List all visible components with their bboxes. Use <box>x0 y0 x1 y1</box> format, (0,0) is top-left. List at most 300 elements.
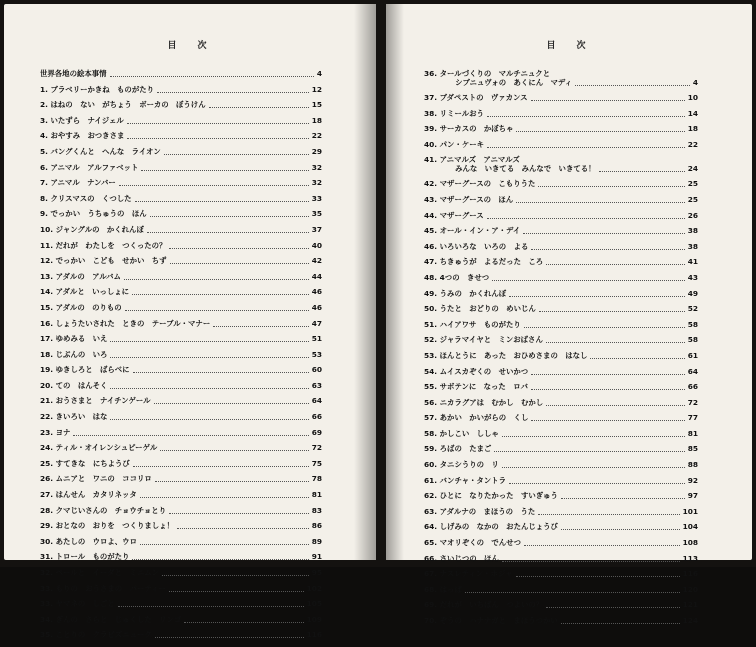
toc-entry-title-line: 43. マザーグースの ほん <box>424 194 514 204</box>
leader-dots <box>502 430 685 437</box>
toc-entry-title <box>424 601 543 610</box>
page-number: 64 <box>687 366 698 376</box>
page-number: 86 <box>311 521 322 531</box>
toc-entry <box>40 273 322 289</box>
page-number: 69 <box>311 427 322 437</box>
toc-entry-title <box>424 508 535 517</box>
toc-entry-title-line: 55. サボテンに なった ロバ <box>424 382 528 392</box>
toc-entry <box>424 492 698 508</box>
page-number: 51 <box>311 334 322 344</box>
page-number: 18 <box>687 124 698 134</box>
toc-entry <box>40 444 322 460</box>
toc-entry-title <box>424 399 543 408</box>
toc-entry <box>424 430 698 446</box>
toc-entry-title <box>424 243 528 252</box>
page-number: 78 <box>311 474 322 484</box>
leader-dots <box>155 631 304 638</box>
toc-entry <box>40 101 322 117</box>
leader-dots <box>169 585 304 592</box>
leader-dots <box>160 444 308 451</box>
page-number: 72 <box>311 443 322 453</box>
page-number: 124 <box>682 616 698 625</box>
toc-entry <box>424 321 698 337</box>
leader-dots <box>73 429 308 436</box>
toc-entry-title-line: 38. リミールおう <box>424 108 484 118</box>
leader-dots <box>599 165 685 172</box>
toc-entry-title-line: 34. ぎんの さらと じゅくした リンゴ <box>40 614 182 624</box>
leader-dots <box>531 414 684 421</box>
toc-entry <box>424 539 698 555</box>
toc-entry-title-line: 68. はっぱ <box>424 584 462 594</box>
toc-entry-title-line: 62. ひとに なりたかった すいぎゅう <box>424 491 558 501</box>
page-number: 41 <box>687 257 698 267</box>
leader-dots <box>575 79 690 86</box>
leader-dots <box>170 257 309 264</box>
page-number: 116 <box>682 569 698 579</box>
toc-entry <box>424 141 698 157</box>
toc-entry <box>40 86 322 102</box>
page-number: 58 <box>687 319 698 329</box>
toc-entry-title <box>40 335 107 344</box>
leader-dots <box>140 491 309 498</box>
toc-entry <box>424 555 698 571</box>
toc-entry-title-line: 9. でっかい うちゅうの ほん <box>40 209 147 219</box>
toc-entry-title-line: 54. ムイスカぞくの せいかつ <box>424 366 529 376</box>
toc-entry-title <box>40 273 121 282</box>
leader-dots <box>509 290 685 297</box>
toc-entry-title <box>40 210 147 219</box>
toc-entry <box>40 585 322 601</box>
toc-entry <box>40 164 322 180</box>
toc-entry <box>424 94 698 110</box>
toc-entry <box>40 179 322 195</box>
leader-dots <box>492 274 685 281</box>
page-number: 105 <box>306 599 322 609</box>
toc-entry <box>40 475 322 491</box>
toc-entry-title <box>40 382 107 391</box>
toc-entry-title <box>424 70 572 87</box>
toc-entry-title <box>424 445 491 454</box>
page-number: 35 <box>311 209 322 219</box>
toc-entry <box>40 288 322 304</box>
toc-entry-title <box>40 351 107 360</box>
toc-entry-title-line: 52. ジャラマイヤと ミンおばさん <box>424 335 543 345</box>
toc-entry-title-line: 51. ハイアワサ ものがたり <box>424 319 521 329</box>
toc-entry-title <box>424 617 558 626</box>
toc-entry <box>424 227 698 243</box>
toc-entry <box>40 553 322 569</box>
toc-entry-title <box>40 444 157 453</box>
page-number: 121 <box>682 600 698 610</box>
page-number: 97 <box>687 491 698 501</box>
toc-entry-title-line: 47. ちきゅうが よるだった ころ <box>424 257 544 267</box>
toc-entry-title-line: 67. ナスレティン・ホジャ <box>424 569 513 579</box>
page-number: 66 <box>311 412 322 422</box>
toc-entry-title <box>40 429 70 438</box>
leader-dots <box>184 616 303 623</box>
page-number: 29 <box>311 146 322 156</box>
toc-entry <box>424 70 698 94</box>
leader-dots <box>546 601 679 608</box>
leader-dots <box>127 117 309 124</box>
toc-entry-title <box>40 616 181 625</box>
toc-entry <box>424 258 698 274</box>
leader-dots <box>169 242 308 249</box>
toc-entry-title <box>424 414 528 423</box>
toc-entry <box>424 125 698 141</box>
toc-entry-title-line: 35. ことりの クラビズニューク <box>40 630 152 640</box>
toc-list <box>424 70 698 633</box>
toc-entry <box>40 397 322 413</box>
leader-dots <box>531 383 685 390</box>
toc-entry-title <box>40 507 166 516</box>
leader-dots <box>523 227 684 234</box>
leader-dots <box>141 164 308 171</box>
leader-dots <box>118 600 304 607</box>
leader-dots <box>516 196 685 203</box>
toc-entry-title-line: 13. アダルの アルバム <box>40 271 121 281</box>
toc-entry-title <box>424 336 543 345</box>
toc-entry <box>40 148 322 164</box>
toc-entry-title-line: 15. アダルの のりもの <box>40 302 122 312</box>
toc-entry-title-line: 33. もりの おうさまの パーティー <box>40 583 166 593</box>
page-number: 53 <box>311 349 322 359</box>
toc-entry-title-line: 65. マオリぞくの でんせつ <box>424 538 521 548</box>
toc-entry-title-line: 48. 4つの きせつ <box>424 272 490 282</box>
page-number: 22 <box>687 139 698 149</box>
toc-entry-title-line: 44. マザーグース <box>424 210 484 220</box>
leader-dots <box>177 522 309 529</box>
toc-entry-title <box>40 195 132 204</box>
leader-dots <box>133 460 309 467</box>
page-number: 4 <box>692 77 698 87</box>
leader-dots <box>169 507 309 514</box>
leader-dots <box>132 553 308 560</box>
leader-dots <box>487 141 685 148</box>
toc-entry-title-line: 21. おうさまと ナイチンゲール <box>40 396 151 406</box>
page-number: 44 <box>311 271 322 281</box>
leader-dots <box>546 336 685 343</box>
toc-entry-title <box>40 585 166 594</box>
toc-entry-title-line: 42. マザーグースの こもりうた <box>424 179 536 189</box>
leader-dots <box>531 368 685 375</box>
toc-entry-title <box>424 492 558 501</box>
page-number: 89 <box>311 536 322 546</box>
page-number: 102 <box>306 583 322 593</box>
toc-entry-title-line: みんな いきてる みんなで いきてる！ <box>455 163 596 173</box>
toc-entry-title-line: 33. ヤマネの しごと <box>40 599 115 609</box>
page-number: 24 <box>687 163 698 173</box>
toc-entry-title-line: 58. かしこい ししゃ <box>424 428 499 438</box>
leader-dots <box>110 351 308 358</box>
toc-entry-title <box>40 413 107 422</box>
toc-entry <box>40 117 322 133</box>
toc-entry-title <box>424 274 489 283</box>
toc-entry-title <box>40 460 130 469</box>
toc-entry-title-line: 7. アニマル ナンバー <box>40 178 116 188</box>
page-number: 37 <box>311 224 322 234</box>
toc-entry-title-line: 20. ての はんそく <box>40 380 108 390</box>
left-page <box>4 4 376 640</box>
leader-dots <box>125 304 309 311</box>
leader-dots <box>516 570 680 577</box>
toc-entry-title-line: 10. ジャングルの かくれんぼ <box>40 224 144 234</box>
toc-entry-title-line: 60. タニシうりの リ <box>424 460 499 470</box>
toc-entry-title-line: 世界各地の絵本事情 <box>40 69 107 78</box>
toc-entry-title-line: 45. オール・イン・ア・デイ <box>424 226 521 236</box>
toc-entry-title <box>40 397 151 406</box>
toc-entry <box>40 413 322 429</box>
leader-dots <box>494 445 684 452</box>
toc-entry-title-line: 64. しげみの なかの おたんじょうび <box>424 522 558 532</box>
leader-dots <box>516 125 684 132</box>
leader-dots <box>524 321 685 328</box>
toc-entry <box>40 631 322 647</box>
toc-entry-title <box>40 366 130 375</box>
toc-entry <box>424 352 698 368</box>
toc-entry-title <box>40 148 161 157</box>
page-number: 91 <box>311 552 322 562</box>
toc-entry <box>424 368 698 384</box>
toc-entry <box>424 305 698 321</box>
page-number: 83 <box>311 505 322 515</box>
toc-entry <box>424 477 698 493</box>
page-number: 72 <box>687 397 698 407</box>
leader-dots <box>487 110 685 117</box>
toc-entry-title <box>424 321 521 330</box>
toc-entry-title-line: 32. ペールと イーダと ミニムン <box>40 568 159 577</box>
toc-entry-title-line: 46. いろいろな いろの よる <box>424 241 529 251</box>
leader-dots <box>538 180 684 187</box>
leader-dots <box>209 101 309 108</box>
leader-dots <box>155 475 309 482</box>
toc-entry <box>424 243 698 259</box>
toc-entry-title <box>40 491 137 500</box>
page-number: 26 <box>687 210 698 220</box>
toc-entry-title <box>424 368 528 377</box>
page-number: 85 <box>687 444 698 454</box>
toc-entry-title <box>40 164 138 173</box>
leader-dots <box>135 195 309 202</box>
toc-entry <box>40 257 322 273</box>
toc-entry-title-line: 16. しょうたいされた ときの テーブル・マナー <box>40 318 211 328</box>
toc-entry-title-line: シブニュヴォの あくにん マディ <box>455 77 573 87</box>
toc-entry-title <box>424 141 484 150</box>
page-number: 14 <box>687 108 698 118</box>
toc-entry <box>424 156 698 180</box>
leader-dots <box>110 413 308 420</box>
toc-entry-title-line: 14. アダルと いっしょに <box>40 287 130 297</box>
toc-entry-title <box>40 320 210 329</box>
toc-entry-title <box>424 227 520 236</box>
leader-dots <box>538 508 679 515</box>
toc-entry-title <box>424 477 506 486</box>
toc-entry-title <box>424 290 506 299</box>
leader-dots <box>213 320 308 327</box>
toc-entry-title-line: 37. ブダペストの ヴァカンス <box>424 93 528 102</box>
toc-entry <box>40 320 322 336</box>
toc-entry <box>40 195 322 211</box>
page-number: 61 <box>687 350 698 360</box>
toc-entry <box>424 180 698 196</box>
toc-entry-title-line: 40. パン・ケーキ <box>424 139 485 149</box>
page-number: 47 <box>311 318 322 328</box>
leader-dots <box>561 617 680 624</box>
toc-entry-title <box>40 70 107 79</box>
leader-dots <box>133 366 309 373</box>
page-number: 38 <box>687 226 698 236</box>
toc-entry-title-line: 30. あたしの ウロよ、ウロ <box>40 536 137 546</box>
leader-dots <box>502 555 680 562</box>
toc-entry-title <box>424 555 499 564</box>
toc-entry-title-line: 22. きいろい はな <box>40 412 108 422</box>
page-number: 42 <box>311 256 322 266</box>
toc-entry-title-line: 31. トロール ものがたり <box>40 552 130 562</box>
toc-entry-title-line: 11. だれが わたしを つくったの？ <box>40 240 167 250</box>
leader-dots <box>157 86 309 93</box>
toc-entry-title-line: 36. タールづくりの マルチニュクと <box>424 69 551 78</box>
toc-entry-title <box>424 461 499 470</box>
toc-entry-title <box>40 288 129 297</box>
toc-entry-title-line: 2. はねの ない がちょう ボーカの ぼうけん <box>40 100 206 110</box>
page-number: 52 <box>687 304 698 314</box>
toc-entry <box>424 274 698 290</box>
toc-entry-title-line: 50. うたと おどりの めいじん <box>424 304 536 314</box>
toc-entry <box>40 491 322 507</box>
page-number: 64 <box>311 396 322 406</box>
toc-entry <box>40 507 322 523</box>
page-number: 46 <box>311 302 322 312</box>
toc-entry <box>40 460 322 476</box>
toc-entry <box>40 569 322 585</box>
page-number: 10 <box>687 93 698 102</box>
toc-entry-title <box>424 523 558 532</box>
toc-entry <box>424 110 698 126</box>
page-number: 109 <box>306 614 322 624</box>
toc-entry <box>424 383 698 399</box>
toc-entry <box>424 523 698 539</box>
page-number: 101 <box>682 506 698 516</box>
toc-entry-title <box>40 242 166 251</box>
toc-entry <box>40 226 322 242</box>
leader-dots <box>502 461 685 468</box>
toc-entry <box>40 538 322 554</box>
page-number: 4 <box>316 69 322 78</box>
toc-entry-title-line: 59. ろばの たまご <box>424 444 492 454</box>
leader-dots <box>119 179 309 186</box>
toc-entry-title-line: 19. ゆきしろと ばらべに <box>40 365 130 375</box>
toc-entry-title <box>424 212 484 221</box>
toc-entry-title-line: 29. おとなの おりを つくりましょ！ <box>40 521 174 531</box>
page-number: 32 <box>311 178 322 188</box>
page-number: 46 <box>311 287 322 297</box>
leader-dots <box>147 226 309 233</box>
toc-entry-title-line: 12. でっかい こども せかい ちず <box>40 256 167 266</box>
toc-entry-title <box>424 352 587 361</box>
toc-entry-title <box>424 110 484 119</box>
toc-entry-title <box>424 586 462 595</box>
toc-entry-title-line: 17. ゆめみる いえ <box>40 334 108 344</box>
toc-entry <box>424 586 698 602</box>
toc-entry-title-line: 41. アニマルズ アニマルズ <box>424 155 520 165</box>
page-number: 25 <box>687 179 698 189</box>
leader-dots <box>561 523 680 530</box>
page-title: 目 次 <box>546 41 592 51</box>
leader-dots <box>561 492 685 499</box>
toc-entry-title-line: 24. ティル・オイレンシュピーゲル <box>40 443 158 453</box>
toc-entry-title <box>40 569 159 578</box>
page-number: 33 <box>311 193 322 203</box>
leader-dots <box>110 70 314 77</box>
page-number: 120 <box>682 584 698 594</box>
toc-entry-title-line: 5. バングくんと へんな ライオン <box>40 146 161 156</box>
toc-list <box>40 70 322 647</box>
toc-entry-title-line: 1. ブラベリーかきね ものがたり <box>40 84 154 94</box>
page-number: 81 <box>687 428 698 438</box>
page-number: 113 <box>682 553 698 563</box>
toc-entry-title <box>424 258 543 267</box>
page-number: 81 <box>311 490 322 500</box>
toc-entry-title-line: 49. うみの かくれんぼ <box>424 288 507 298</box>
toc-entry <box>424 601 698 617</box>
toc-entry <box>40 304 322 320</box>
toc-entry-title <box>40 86 154 95</box>
toc-entry <box>424 336 698 352</box>
leader-dots <box>140 538 309 545</box>
leader-dots <box>124 273 309 280</box>
leader-dots <box>531 243 684 250</box>
leader-dots <box>465 586 680 593</box>
toc-entry-title-line: 28. クマじいさんの チョウチョとり <box>40 505 167 515</box>
toc-entry-title <box>424 305 536 314</box>
toc-entry <box>40 429 322 445</box>
toc-entry <box>40 351 322 367</box>
toc-entry <box>424 399 698 415</box>
toc-entry-title <box>40 522 174 531</box>
page-number: 58 <box>687 335 698 345</box>
toc-entry-title <box>40 538 137 547</box>
right-page <box>386 4 752 625</box>
toc-entry <box>424 445 698 461</box>
leader-dots <box>164 148 309 155</box>
toc-entry-title <box>424 156 596 173</box>
toc-entry-title-line: 53. ほんとうに あった おひめさまの はなし <box>424 350 588 360</box>
toc-entry <box>40 70 322 86</box>
toc-entry-title-line: 69. だれが いちばん つよいの？ <box>424 600 544 610</box>
page-number: 18 <box>311 115 322 125</box>
leader-dots <box>590 352 684 359</box>
page-number: 92 <box>687 475 698 485</box>
toc-entry-title <box>40 226 144 235</box>
toc-entry-title-line: 61. バンチャ・タントラ <box>424 475 506 485</box>
leader-dots <box>110 335 308 342</box>
toc-entry <box>40 132 322 148</box>
toc-entry-title-line: 57. あかい かいがらの くし <box>424 413 529 423</box>
toc-entry-title-line: 6. アニマル アルファベット <box>40 162 139 172</box>
page-number: 104 <box>682 522 698 532</box>
leader-dots <box>127 132 308 139</box>
toc-entry-title <box>424 196 513 205</box>
toc-entry-title <box>424 125 513 134</box>
toc-entry-title <box>424 180 535 189</box>
toc-entry-title-line: 4. おやすみ おつきさま <box>40 131 125 141</box>
page-number: 40 <box>311 240 322 250</box>
toc-entry <box>40 242 322 258</box>
toc-entry-title <box>40 179 116 188</box>
toc-entry-title <box>40 257 167 266</box>
toc-entry-title <box>40 117 124 126</box>
leader-dots <box>546 399 685 406</box>
